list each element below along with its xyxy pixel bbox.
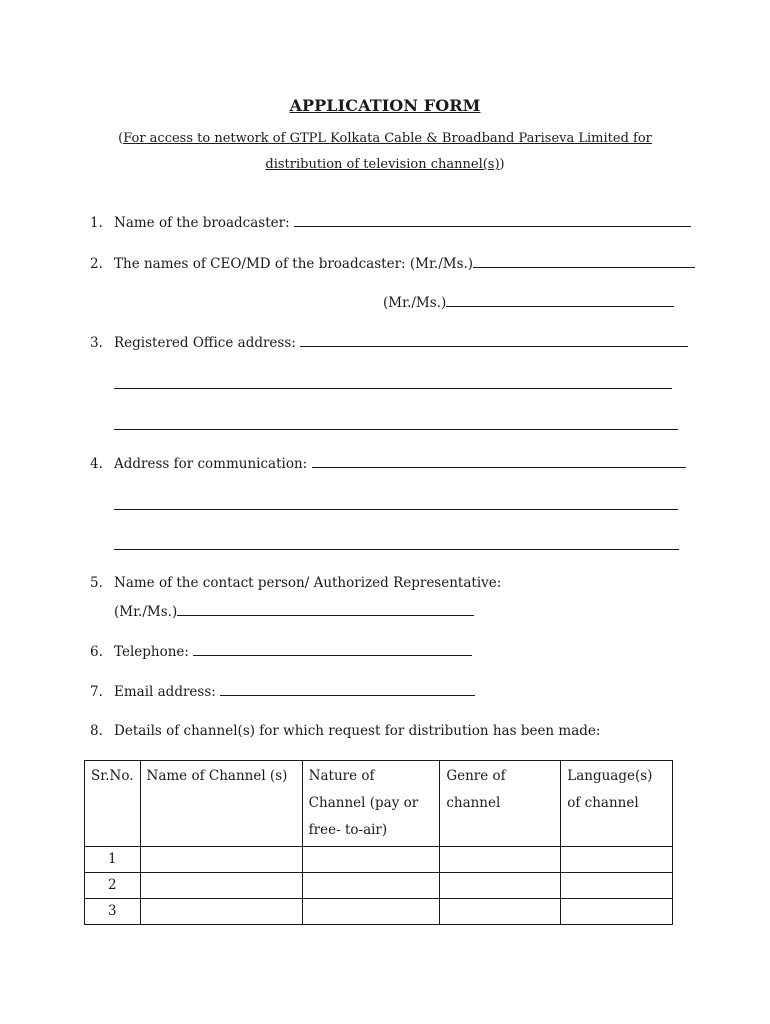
table-row <box>85 847 673 873</box>
table-header-row <box>85 761 673 847</box>
channel-genre-cell[interactable] <box>440 847 561 873</box>
header-channel-language: Language(s) of channel <box>561 761 673 847</box>
channel-genre-cell[interactable] <box>440 873 561 899</box>
header-sr-no: Sr.No. <box>85 761 141 847</box>
field-label: Telephone: <box>114 644 189 660</box>
communication-address-input-3[interactable] <box>114 549 679 550</box>
row-sr-no: 3 <box>85 899 141 925</box>
header-channel-genre: Genre of channel <box>440 761 561 847</box>
email-input[interactable] <box>220 681 475 696</box>
telephone-input[interactable] <box>193 641 472 656</box>
field-registered-office <box>90 332 688 352</box>
communication-address-input-1[interactable] <box>312 453 686 468</box>
field-contact-person <box>90 573 501 593</box>
field-communication-address <box>90 453 686 473</box>
subtitle-text: For access to network of GTPL Kolkata Cable & Broadband Pariseva Limited for distribution of television channel(s) <box>123 131 652 172</box>
channel-nature-cell[interactable] <box>302 899 440 925</box>
field-broadcaster-name <box>90 212 691 232</box>
field-label: Registered Office address: <box>114 335 296 351</box>
field-label: The names of CEO/MD of the broadcaster: (Mr./Ms.) <box>114 256 474 272</box>
field-number: 1. <box>90 215 103 231</box>
channel-name-cell[interactable] <box>140 873 302 899</box>
contact-person-input[interactable] <box>177 601 474 616</box>
registered-office-input-3[interactable] <box>114 429 678 430</box>
field-number: 7. <box>90 684 103 700</box>
field-number: 6. <box>90 644 103 660</box>
broadcaster-name-input[interactable] <box>294 212 691 227</box>
form-title: APPLICATION FORM <box>289 96 481 115</box>
field-contact-person-name <box>114 601 474 621</box>
channel-name-cell[interactable] <box>140 899 302 925</box>
field-channel-details <box>90 721 600 741</box>
field-label: Email address: <box>114 684 216 700</box>
registered-office-input-1[interactable] <box>300 332 688 347</box>
channel-nature-cell[interactable] <box>302 873 440 899</box>
field-label: Name of the contact person/ Authorized Representative: <box>114 575 502 591</box>
communication-address-input-2[interactable] <box>114 509 678 510</box>
field-label: (Mr./Ms.) <box>114 604 178 620</box>
field-label: Address for communication: <box>114 456 308 472</box>
form-subtitle <box>95 126 675 178</box>
table-row <box>85 873 673 899</box>
field-telephone <box>90 641 472 661</box>
field-label: Details of channel(s) for which request for distribution has been made: <box>114 723 601 739</box>
channel-language-cell[interactable] <box>561 873 673 899</box>
header-channel-nature: Nature of Channel (pay or free- to-air) <box>302 761 440 847</box>
field-ceo-md-second <box>383 292 674 312</box>
field-number: 4. <box>90 456 103 472</box>
field-number: 2. <box>90 256 103 272</box>
field-ceo-md-names <box>90 253 695 273</box>
field-label: Name of the broadcaster: <box>114 215 290 231</box>
row-sr-no: 1 <box>85 847 141 873</box>
subtitle-close-paren: ) <box>499 157 505 172</box>
header-channel-name: Name of Channel (s) <box>140 761 302 847</box>
field-email <box>90 681 475 701</box>
field-number: 3. <box>90 335 103 351</box>
row-sr-no: 2 <box>85 873 141 899</box>
registered-office-input-2[interactable] <box>114 388 672 389</box>
channel-language-cell[interactable] <box>561 899 673 925</box>
channel-language-cell[interactable] <box>561 847 673 873</box>
table-row <box>85 899 673 925</box>
ceo-md-name-input-1[interactable] <box>473 253 695 268</box>
channel-name-cell[interactable] <box>140 847 302 873</box>
channel-genre-cell[interactable] <box>440 899 561 925</box>
field-number: 5. <box>90 575 103 591</box>
channel-details-table <box>84 760 673 925</box>
field-label: (Mr./Ms.) <box>383 295 447 311</box>
channel-nature-cell[interactable] <box>302 847 440 873</box>
ceo-md-name-input-2[interactable] <box>446 292 674 307</box>
subtitle-open-paren: ( <box>118 131 124 146</box>
field-number: 8. <box>90 723 103 739</box>
